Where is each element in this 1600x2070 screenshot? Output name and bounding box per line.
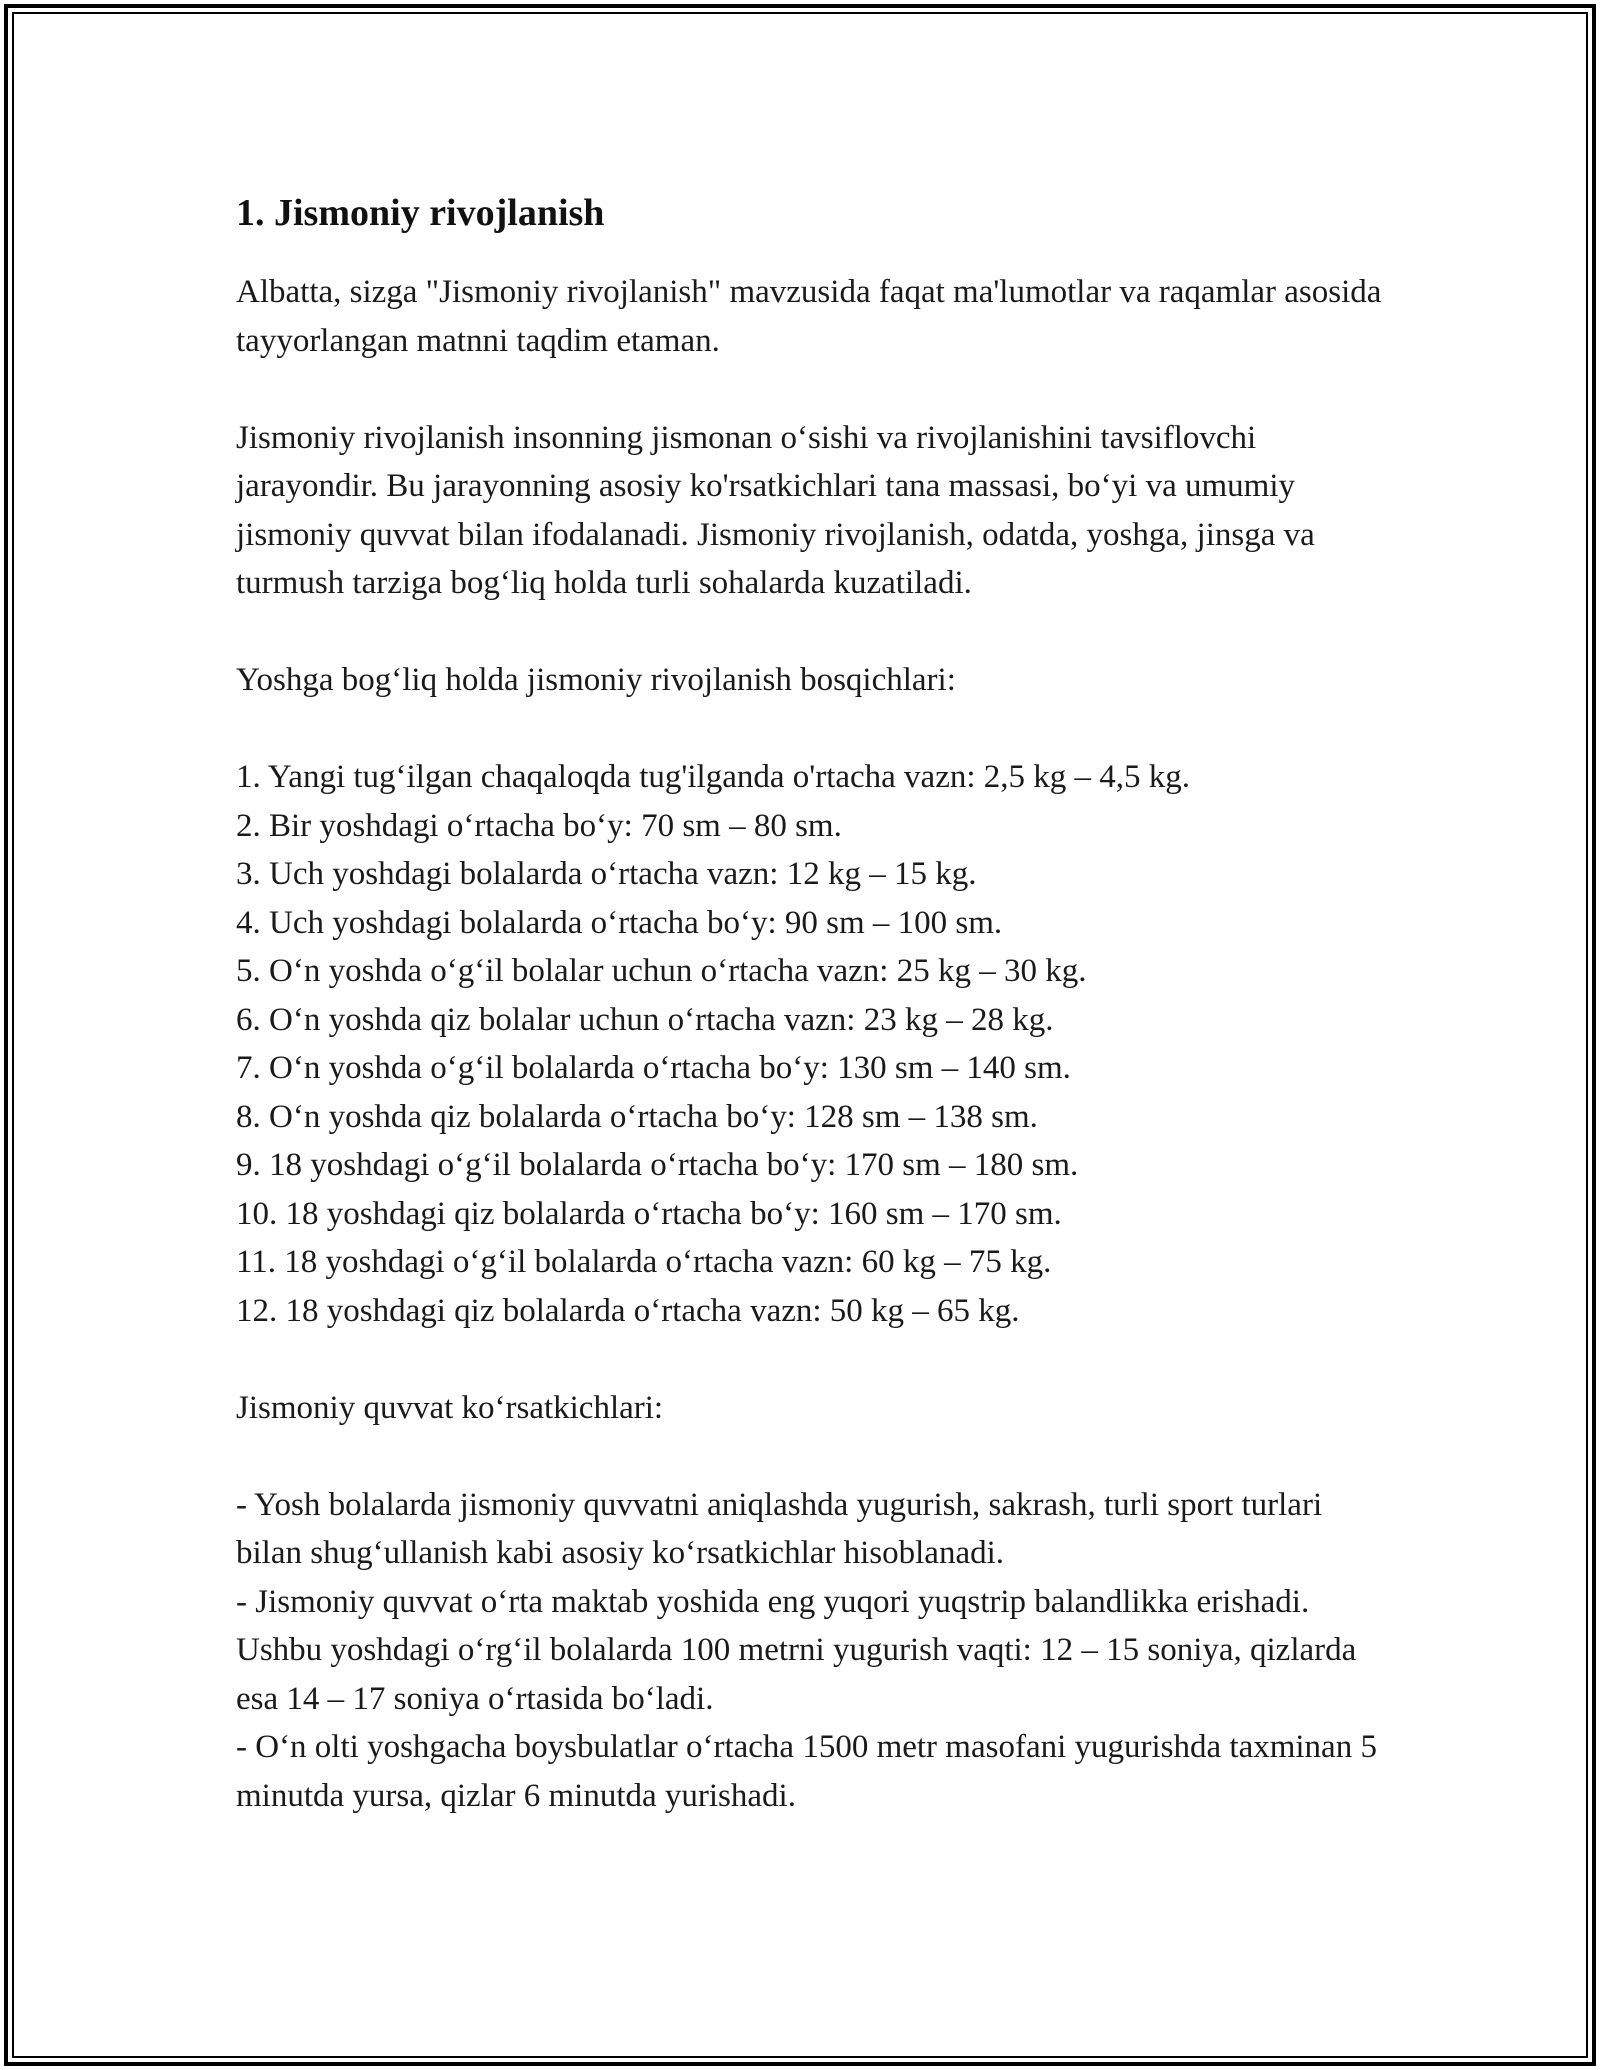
definition-paragraph: Jismoniy rivojlanish insonning jismonan oʻsishi va rivojlanishini tavsiflovchi jarayondir. Bu jarayonning asosiy ko'rsatkichlari tana massasi, boʻyi va umumiy jismoniy quvvat bilan ifodalanadi. Jismoniy rivojlanish, odatda, yoshga, jinsga va turmush tarziga bogʻliq holda turli sohalarda kuzatiladi.: [236, 419, 1315, 601]
document-body: [236, 188, 1386, 1820]
list-item: 7. Oʻn yoshda oʻgʻil bolalarda oʻrtacha boʻy: 130 sm – 140 sm.: [236, 1050, 1071, 1086]
strength-point-2: - Jismoniy quvvat oʻrta maktab yoshida eng yuqori yuqstrip balandlikka erishadi. Ushbu yoshdagi oʻrgʻil bolalarda 100 metrni yugurish vaqti: 12 – 15 soniya, qizlarda esa 14 – 17 soniya oʻrtasida boʻladi.: [236, 1583, 1357, 1717]
spacer: [236, 1335, 1386, 1384]
list-item: 12. 18 yoshdagi qiz bolalarda oʻrtacha vazn: 50 kg – 65 kg.: [236, 1292, 1020, 1329]
spacer: [236, 365, 1386, 414]
list-item: 4. Uch yoshdagi bolalarda oʻrtacha boʻy: 90 sm – 100 sm.: [236, 904, 1003, 941]
intro-paragraph: Albatta, sizga "Jismoniy rivojlanish" mavzusida faqat ma'lumotlar va raqamlar asosida tayyorlangan matnni taqdim etaman.: [236, 274, 1382, 359]
list-item: 6. Oʻn yoshda qiz bolalar uchun oʻrtacha vazn: 23 kg – 28 kg.: [236, 1001, 1054, 1038]
list-item: 11. 18 yoshdagi oʻgʻil bolalarda oʻrtacha vazn: 60 kg – 75 kg.: [236, 1244, 1052, 1280]
stages-heading: Yoshga bogʻliq holda jismoniy rivojlanish bosqichlari:: [236, 662, 956, 698]
strength-point-1: - Yosh bolalarda jismoniy quvvatni aniqlashda yugurish, sakrash, turli sport turlari bilan shugʻullanish kabi asosiy koʻrsatkichlar hisoblanadi.: [236, 1486, 1323, 1571]
spacer: [236, 1432, 1386, 1481]
stages-list: [236, 753, 1386, 1335]
section-title: 1. Jismoniy rivojlanish: [236, 192, 605, 234]
spacer: [236, 705, 1386, 754]
list-item: 2. Bir yoshdagi oʻrtacha boʻy: 70 sm – 80 sm.: [236, 807, 842, 844]
list-item: 10. 18 yoshdagi qiz bolalarda oʻrtacha boʻy: 160 sm – 170 sm.: [236, 1195, 1062, 1232]
list-item: 5. Oʻn yoshda oʻgʻil bolalar uchun oʻrtacha vazn: 25 kg – 30 kg.: [236, 953, 1087, 989]
strength-point-3: - Oʻn olti yoshgacha boysbulatlar oʻrtacha 1500 metr masofani yugurishda taxminan 5 minutda yursa, qizlar 6 minutda yurishadi.: [236, 1729, 1377, 1814]
list-item: 9. 18 yoshdagi oʻgʻil bolalarda oʻrtacha boʻy: 170 sm – 180 sm.: [236, 1147, 1079, 1183]
spacer: [236, 608, 1386, 657]
list-item: 1. Yangi tugʻilgan chaqaloqda tug'ilganda o'rtacha vazn: 2,5 kg – 4,5 kg.: [236, 759, 1191, 795]
list-item: 8. Oʻn yoshda qiz bolalarda oʻrtacha boʻy: 128 sm – 138 sm.: [236, 1098, 1038, 1135]
strength-heading: Jismoniy quvvat koʻrsatkichlari:: [236, 1389, 664, 1426]
list-item: 3. Uch yoshdagi bolalarda oʻrtacha vazn: 12 kg – 15 kg.: [236, 856, 977, 892]
